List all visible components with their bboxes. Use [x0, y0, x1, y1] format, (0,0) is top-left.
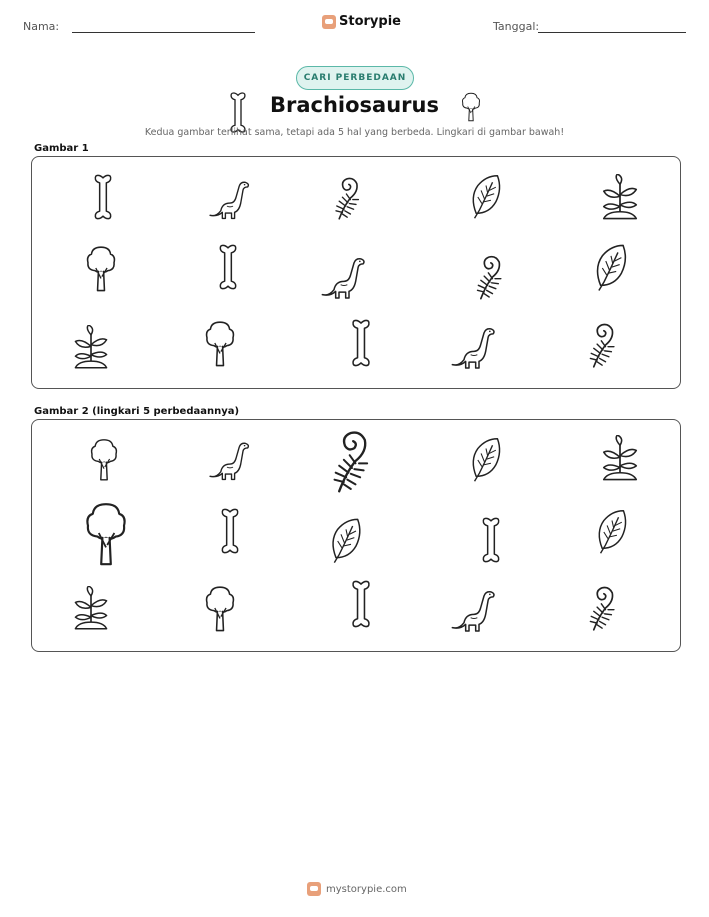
dinosaur-icon[interactable] [448, 586, 500, 636]
storypie-logo-icon [307, 882, 321, 896]
activity-badge: CARI PERBEDAAN [296, 66, 414, 90]
fern-icon [582, 319, 624, 371]
section-1-label: Gambar 1 [34, 143, 89, 154]
bone-icon[interactable] [476, 515, 506, 565]
section-2-label: Gambar 2 (lingkari 5 perbedaannya) [34, 406, 240, 417]
picture-2-panel[interactable] [31, 419, 681, 652]
tree-icon[interactable] [86, 435, 122, 483]
dinosaur-icon[interactable] [204, 438, 256, 484]
footer [307, 882, 407, 896]
date-field[interactable] [538, 32, 686, 33]
picture-1-panel [31, 156, 681, 389]
brand-name: Storypie [339, 14, 401, 29]
dinosaur-icon [318, 253, 370, 303]
fern-icon [328, 174, 368, 222]
plant-icon[interactable] [66, 586, 116, 632]
tree-icon [202, 317, 238, 369]
storypie-logo-icon [322, 15, 336, 29]
name-label: Nama: [23, 20, 60, 33]
bone-icon[interactable] [215, 506, 245, 556]
leaf-icon[interactable] [468, 435, 504, 485]
bone-icon [215, 242, 241, 292]
plant-icon [66, 325, 116, 371]
instructions: Kedua gambar terlihat sama, tetapi ada 5 hal yang berbeda. Lingkari di gambar bawah! [144, 127, 565, 138]
tree-icon[interactable] [202, 582, 238, 634]
page-title: Brachiosaurus [270, 93, 439, 117]
fern-icon [468, 252, 512, 302]
footer-url[interactable]: mystorypie.com [326, 883, 407, 895]
dinosaur-icon [448, 323, 500, 373]
leaf-icon[interactable] [326, 516, 366, 566]
tree-icon [460, 90, 482, 122]
plant-icon [596, 174, 644, 222]
leaf-icon [468, 172, 504, 222]
dinosaur-icon [204, 177, 256, 223]
brand-logo [322, 14, 401, 29]
fern-icon[interactable] [582, 582, 624, 634]
tree-icon [82, 242, 120, 294]
bone-icon [90, 172, 116, 222]
date-label: Tanggal: [493, 20, 540, 33]
name-field[interactable] [72, 32, 255, 33]
tree-icon[interactable] [78, 497, 134, 569]
leaf-icon [590, 242, 632, 294]
fern-icon[interactable] [316, 426, 388, 496]
plant-icon[interactable] [596, 435, 644, 483]
leaf-icon[interactable] [594, 506, 630, 558]
bone-icon[interactable] [348, 578, 374, 630]
bone-icon [348, 317, 374, 369]
